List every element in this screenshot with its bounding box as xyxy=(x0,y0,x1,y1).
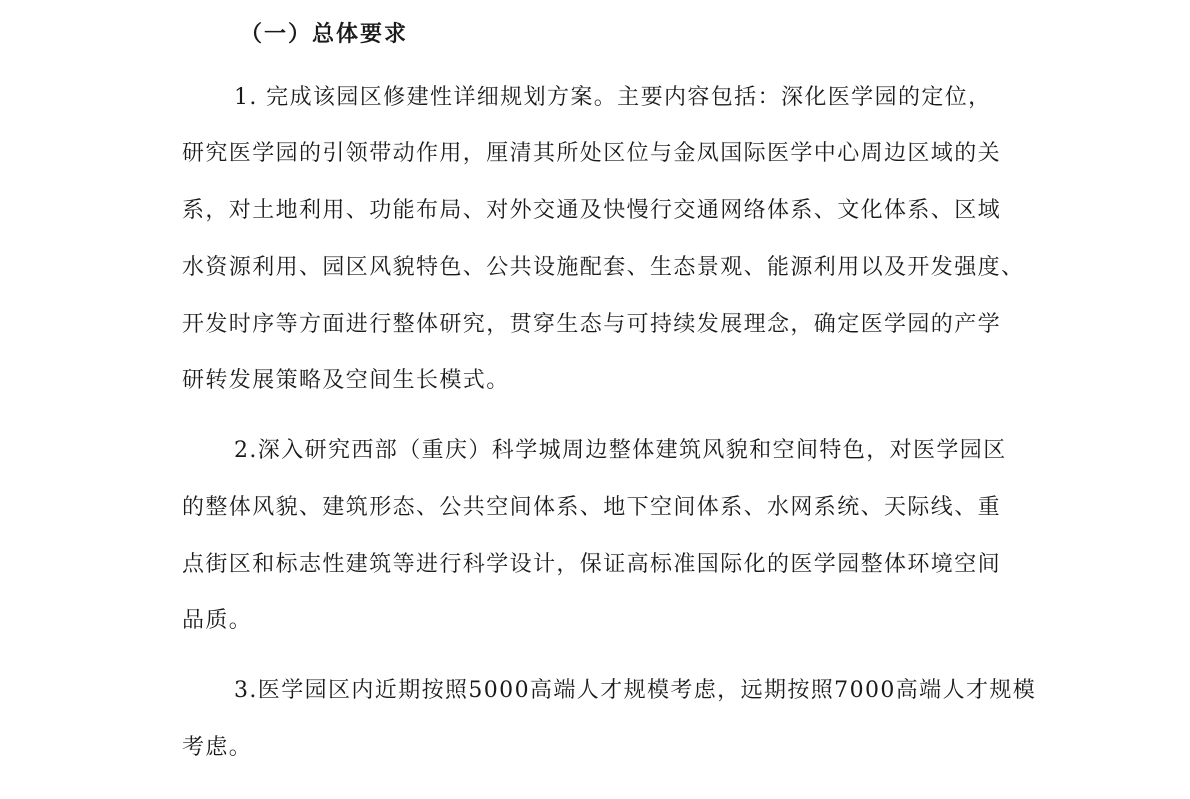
paragraph-line: 考虑。 xyxy=(182,735,253,760)
paragraph-line: 点街区和标志性建筑等进行科学设计，保证高标准国际化的医学园整体环境空间 xyxy=(182,552,1002,577)
paragraph-line: 系，对土地利用、功能布局、对外交通及快慢行交通网络体系、文化体系、区域 xyxy=(182,198,1002,223)
paragraph-line: 2.深入研究西部（重庆）科学城周边整体建筑风貌和空间特色，对医学园区 xyxy=(234,438,1007,463)
paragraph-line: 研究医学园的引领带动作用，厘清其所处区位与金凤国际医学中心周边区域的关 xyxy=(182,141,1002,166)
section-heading: （一）总体要求 xyxy=(240,21,409,47)
paragraph-line: 3.医学园区内近期按照5000高端人才规模考虑，远期按照7000高端人才规模 xyxy=(234,678,1037,703)
paragraph-line: 1. 完成该园区修建性详细规划方案。主要内容包括：深化医学园的定位， xyxy=(234,85,992,110)
paragraph-line: 研转发展策略及空间生长模式。 xyxy=(182,368,510,393)
paragraph-line: 开发时序等方面进行整体研究，贯穿生态与可持续发展理念，确定医学园的产学 xyxy=(182,312,1002,337)
paragraph-line: 的整体风貌、建筑形态、公共空间体系、地下空间体系、水网系统、天际线、重 xyxy=(182,495,1002,520)
paragraph-line: 品质。 xyxy=(182,608,253,633)
paragraph-line: 水资源利用、园区风貌特色、公共设施配套、生态景观、能源利用以及开发强度、 xyxy=(182,255,1025,280)
